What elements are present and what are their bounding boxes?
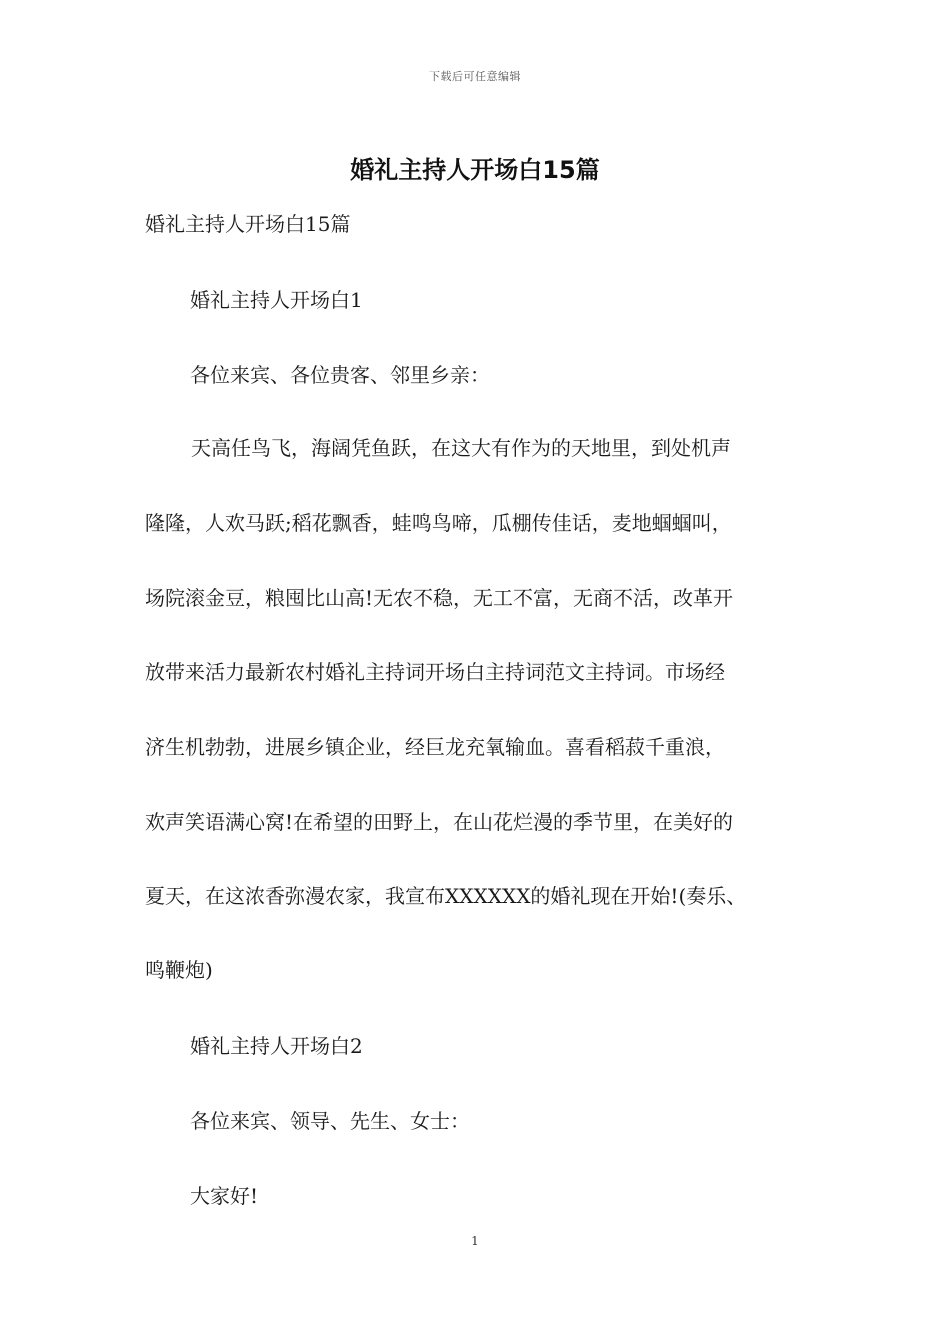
paragraph-line: 济生机勃勃，进展乡镇企业，经巨龙充氧输血。喜看稻菽千重浪， [145, 735, 725, 759]
document-title: 婚礼主持人开场白15篇 [350, 156, 600, 184]
section1-salutation: 各位来宾、各位贵客、邻里乡亲： [190, 363, 490, 387]
section2-heading: 婚礼主持人开场白2 [190, 1034, 363, 1058]
document-subtitle: 婚礼主持人开场白15篇 [145, 212, 351, 236]
section1-heading: 婚礼主持人开场白1 [190, 288, 363, 312]
section2-greeting: 大家好! [190, 1184, 259, 1208]
page-header-note: 下载后可任意编辑 [429, 70, 521, 83]
paragraph-line: 隆隆，人欢马跃;稻花飘香，蛙鸣鸟啼，瓜棚传佳话，麦地蝈蝈叫， [145, 511, 732, 535]
paragraph-line: 场院滚金豆，粮囤比山高!无农不稳，无工不富，无商不活，改革开 [145, 586, 734, 610]
section2-salutation: 各位来宾、领导、先生、女士： [190, 1109, 470, 1133]
paragraph-line: 夏天，在这浓香弥漫农家，我宣布XXXXXX的婚礼现在开始!(奏乐、 [145, 884, 747, 908]
paragraph-line: 放带来活力最新农村婚礼主持词开场白主持词范文主持词。市场经 [145, 660, 725, 684]
paragraph-line: 天高任鸟飞，海阔凭鱼跃，在这大有作为的天地里，到处机声 [191, 436, 731, 460]
page-number: 1 [471, 1234, 479, 1248]
paragraph-line: 鸣鞭炮) [145, 958, 213, 982]
paragraph-line: 欢声笑语满心窝!在希望的田野上，在山花烂漫的季节里，在美好的 [145, 810, 734, 834]
